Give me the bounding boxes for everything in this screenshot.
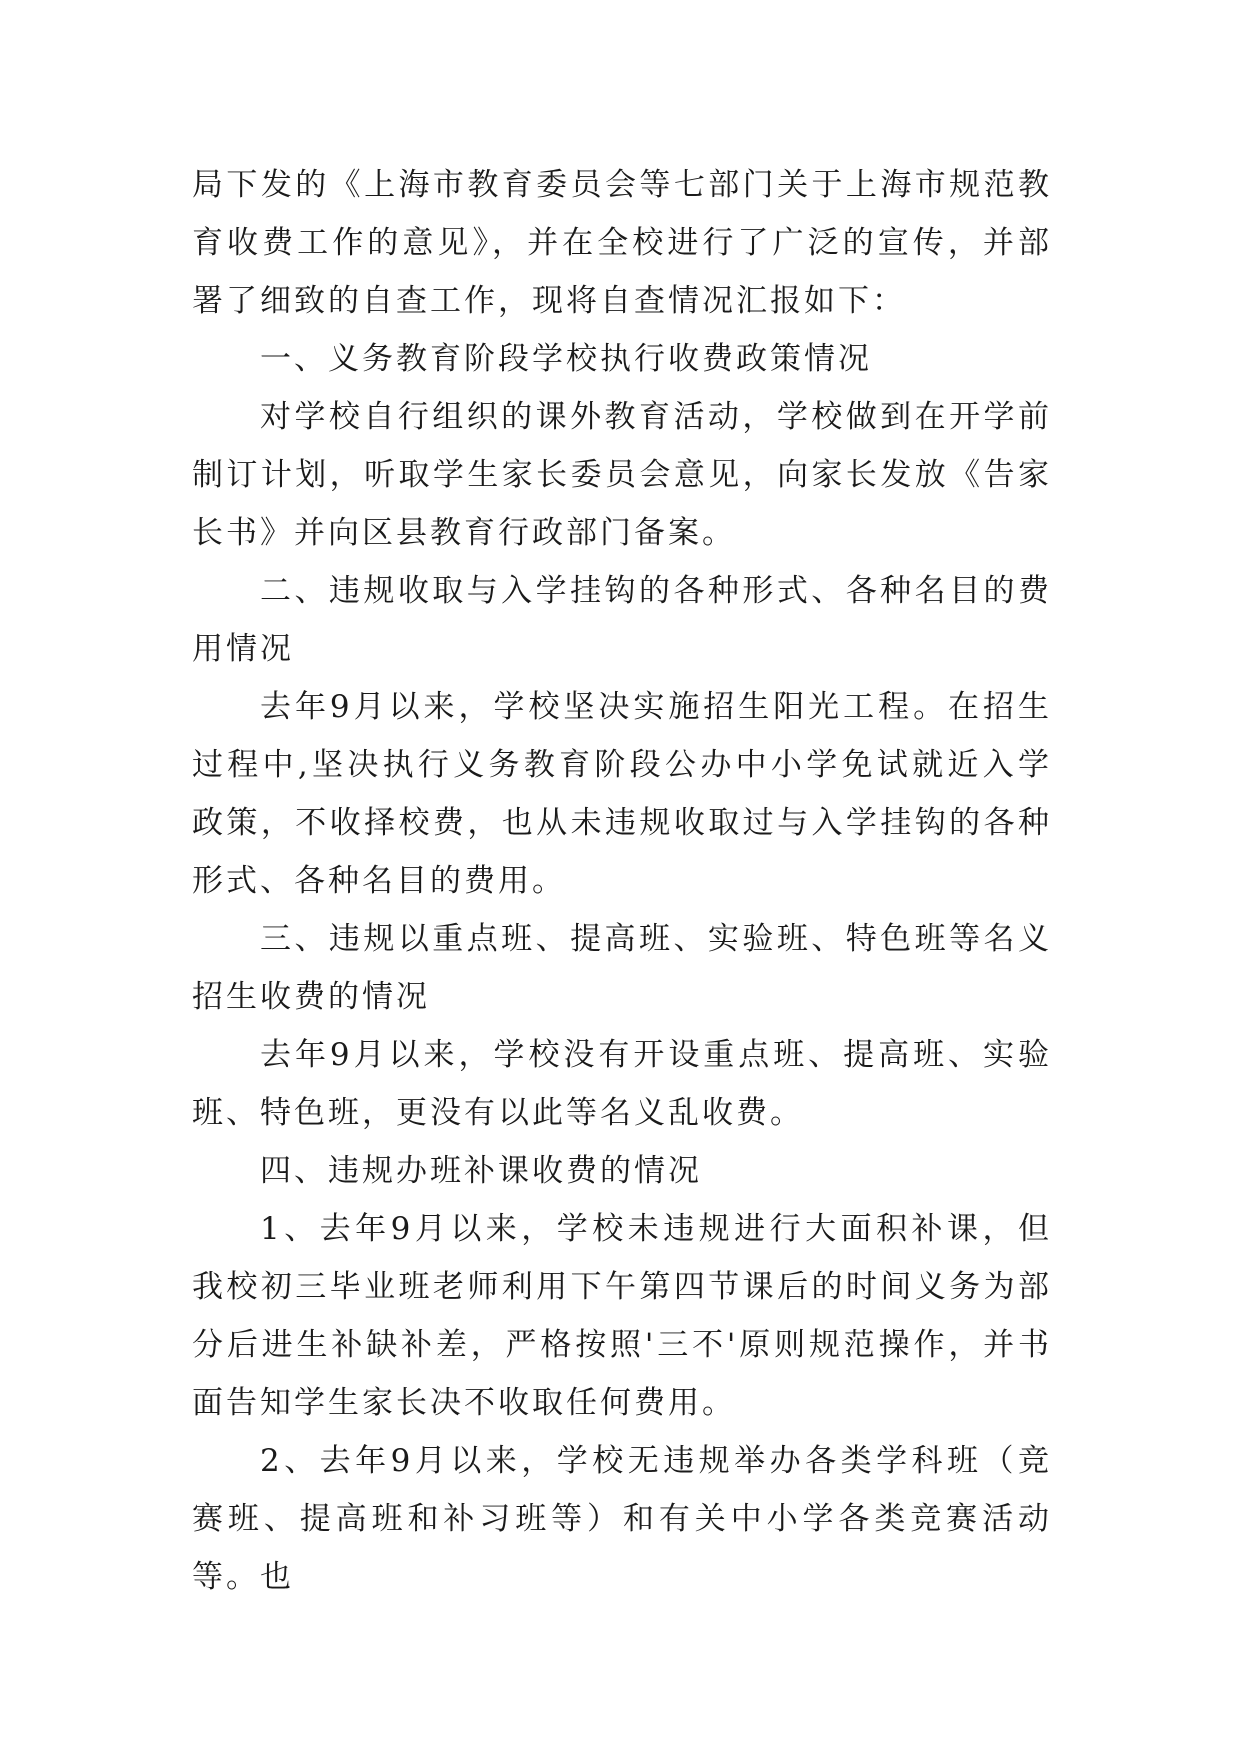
paragraph-intro: 局下发的《上海市教育委员会等七部门关于上海市规范教育收费工作的意见》，并在全校进行了广泛的宣传，并部署了细致的自查工作，现将自查情况汇报如下： bbox=[192, 167, 1052, 319]
heading-section-2: 二、违规收取与入学挂钩的各种形式、各种名目的费用情况 bbox=[192, 573, 1052, 667]
paragraph-section-3: 去年9月以来，学校没有开设重点班、提高班、实验班、特色班，更没有以此等名义乱收费。 bbox=[192, 1037, 1052, 1131]
heading-section-1: 一、义务教育阶段学校执行收费政策情况 bbox=[260, 341, 872, 377]
heading-section-3: 三、违规以重点班、提高班、实验班、特色班等名义招生收费的情况 bbox=[192, 921, 1052, 1015]
paragraph-section-2: 去年9月以来，学校坚决实施招生阳光工程。在招生过程中,坚决执行义务教育阶段公办中小学免试就近入学政策，不收择校费，也从未违规收取过与入学挂钩的各种形式、各种名目的费用。 bbox=[192, 689, 1052, 899]
heading-section-4: 四、违规办班补课收费的情况 bbox=[260, 1153, 702, 1189]
paragraph-section-4-item-2: 2、去年9月以来，学校无违规举办各类学科班（竞赛班、提高班和补习班等）和有关中小学各类竞赛活动等。也 bbox=[192, 1443, 1052, 1595]
document-body bbox=[192, 156, 1052, 1606]
paragraph-section-1: 对学校自行组织的课外教育活动，学校做到在开学前制订计划，听取学生家长委员会意见，向家长发放《告家长书》并向区县教育行政部门备案。 bbox=[192, 399, 1052, 551]
paragraph-section-4-item-1: 1、去年9月以来，学校未违规进行大面积补课，但我校初三毕业班老师利用下午第四节课后的时间义务为部分后进生补缺补差，严格按照'三不'原则规范操作，并书面告知学生家长决不收取任何费用。 bbox=[192, 1211, 1052, 1421]
